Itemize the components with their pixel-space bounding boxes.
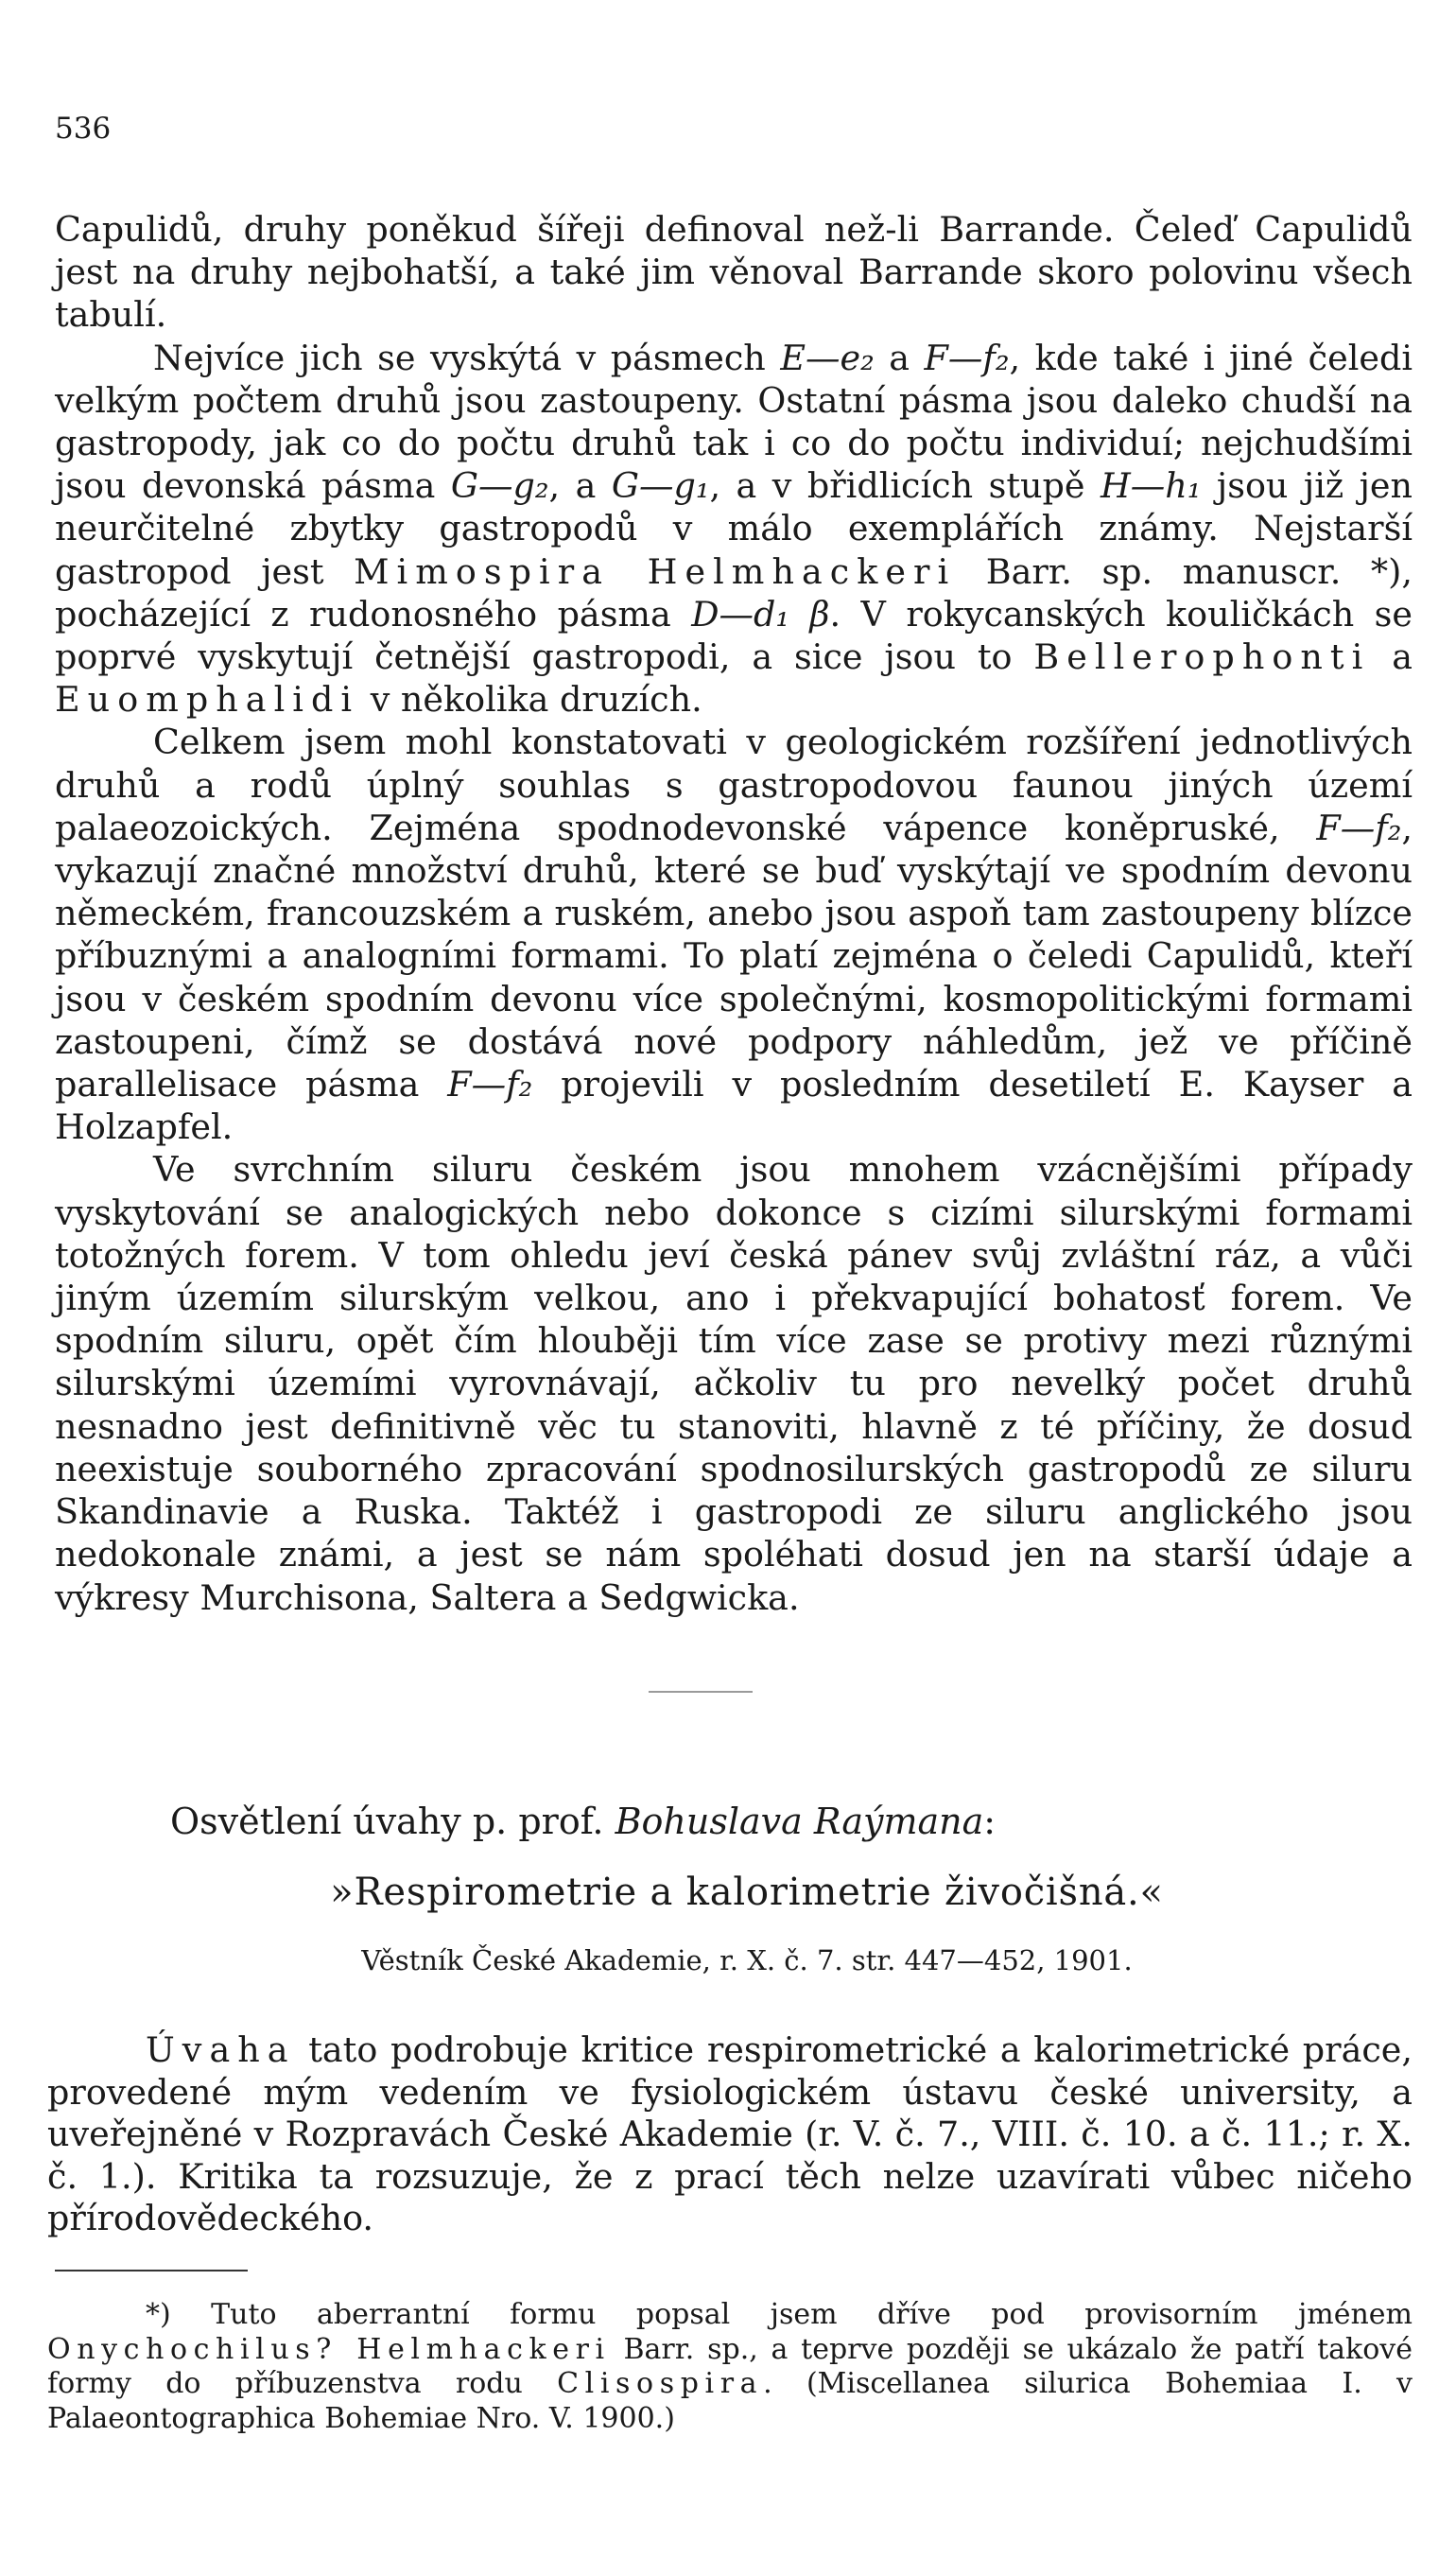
footnote: *) Tuto aberrantní formu popsal jsem dříve pod provisorním jménem Onychochilus? Helmhackeri Barr. sp., a teprve později se ukázalo že patří takové formy do příbuzenstva rodu Clisospira. (Miscellanea silurica Bohemiaa I. v Palaeontographica Bohemiae Nro. V. 1900.) <box>47 2298 1413 2435</box>
stratigraphic-symbol: F—f₂ <box>1316 807 1402 848</box>
section-divider <box>649 1691 753 1693</box>
stratigraphic-symbol: E—e₂ <box>780 337 875 378</box>
heading-prefix: Osvětlení úvahy p. prof. <box>170 1801 615 1842</box>
stratigraphic-symbol: D—d₁ β <box>691 593 830 635</box>
article-source: Věstník České Akademie, r. X. č. 7. str. 447—452, 1901. <box>361 1944 1133 1976</box>
article-title: »Respirometrie a kalorimetrie živočišná.« <box>330 1871 1164 1914</box>
spaced-name: Bellerophonti <box>1033 636 1371 678</box>
page-number: 536 <box>55 112 112 146</box>
article-source-row <box>0 1944 1456 1976</box>
stratigraphic-symbol: G—g₂ <box>450 465 549 507</box>
stratigraphic-symbol: F—f₂ <box>447 1064 533 1105</box>
spaced-name: Úvaha <box>146 2029 296 2070</box>
article-body: Úvaha tato podrobuje kritice respirometrické a kalorimetrické práce, provedené mým vedením ve fysiologickém ústavu české university, a uveřejněné v Rozpravách České Akademie (r. V. č. 7., VIII. č. 10. a č. 11.; r. X. č. 1.). Kritika ta rozsuzuje, že z prací těch nelze uzavírati vůbec ničeho přírodovědeckého. <box>47 2029 1413 2239</box>
spaced-name: Clisospira <box>557 2367 764 2400</box>
author-name: Bohuslava Raýmana <box>615 1801 984 1842</box>
stratigraphic-symbol: G—g₁ <box>611 465 710 507</box>
paragraph: Capulidů, druhy poněkud šířeji definoval než-li Barrande. Čeleď Capulidů jest na druhy nejbohatší, a také jim věnoval Barrande skoro polovinu všech tabulí. <box>55 209 1413 336</box>
spaced-name: Mimospira Helmhackeri <box>354 550 957 592</box>
stratigraphic-symbol: F—f₂ <box>924 337 1010 378</box>
spaced-name: Euomphalidi <box>55 679 360 721</box>
article-title-row <box>0 1871 1456 1914</box>
heading-suffix: : <box>983 1801 997 1842</box>
paragraph: Nejvíce jich se vyskýtá v pásmech E—e₂ a F—f₂, kde také i jiné čeledi velkým počtem druhů jsou zastoupeny. Ostatní pásma jsou daleko chudší na gastropody, jak co do počtu druhů tak i co do počtu individuí; nejchudšími jsou devonská pásma G—g₂, a G—g₁, a v břidlicích stupě H—h₁ jsou již jen neurčitelné zbytky gastropodů v málo exemplářích známy. Nejstarší gastropod jest Mimospira Helmhackeri Barr. sp. manuscr. *), pocházející z rudonosného pásma D—d₁ β. V rokycanských kouličkách se poprvé vyskytují četnější gastropodi, a sice jsou to Bellerophonti a Euomphalidi v několika druzích. <box>55 337 1413 721</box>
stratigraphic-symbol: H—h₁ <box>1100 465 1202 507</box>
paragraph: Celkem jsem mohl konstatovati v geologickém rozšíření jednotlivých druhů a rodů úplný souhlas s gastropodovou faunou jiných území palaeozoických. Zejména spodnodevonské vápence koněpruské, F—f₂, vykazují značné množství druhů, které se buď vyskýtají ve spodním devonu německém, francouzském a ruském, anebo jsou aspoň tam zastoupeny blízce příbuznými a analogními formami. To platí zejména o čeledi Capulidů, kteří jsou v českém spodním devonu více společnými, kosmopolitickými formami zastoupeni, čímž se dostává nové podpory náhledům, jež ve příčině parallelisace pásma F—f₂ projevili v posledním desetiletí E. Kayser a Holzapfel. <box>55 722 1413 1148</box>
article-heading <box>170 1801 996 1842</box>
footnote-rule <box>55 2270 248 2271</box>
spaced-name: Onychochilus? Helmhackeri <box>47 2332 611 2366</box>
paragraph: Ve svrchním siluru českém jsou mnohem vzácnějšími případy vyskytování se analogických nebo dokonce s cizími silurskými formami totožných forem. V tom ohledu jeví česká pánev svůj zvláštní ráz, a vůči jiným územím silurským velkou, ano i překvapující bohatosť forem. Ve spodním siluru, opět čím hlouběji tím více zase se protivy mezi různými silurskými územími vyrovnávají, ačkoliv tu pro nevelký počet druhů nesnadno jest definitivně věc tu stanoviti, hlavně z té příčiny, že dosud neexistuje souborného zpracování spodnosilurských gastropodů ze siluru Skandinavie a Ruska. Taktéž i gastropodi ze siluru anglického jsou nedokonale známi, a jest se nám spoléhati dosud jen na starší údaje a výkresy Murchisona, Saltera a Sedgwicka. <box>55 1149 1413 1618</box>
main-body-text <box>55 208 1413 1619</box>
